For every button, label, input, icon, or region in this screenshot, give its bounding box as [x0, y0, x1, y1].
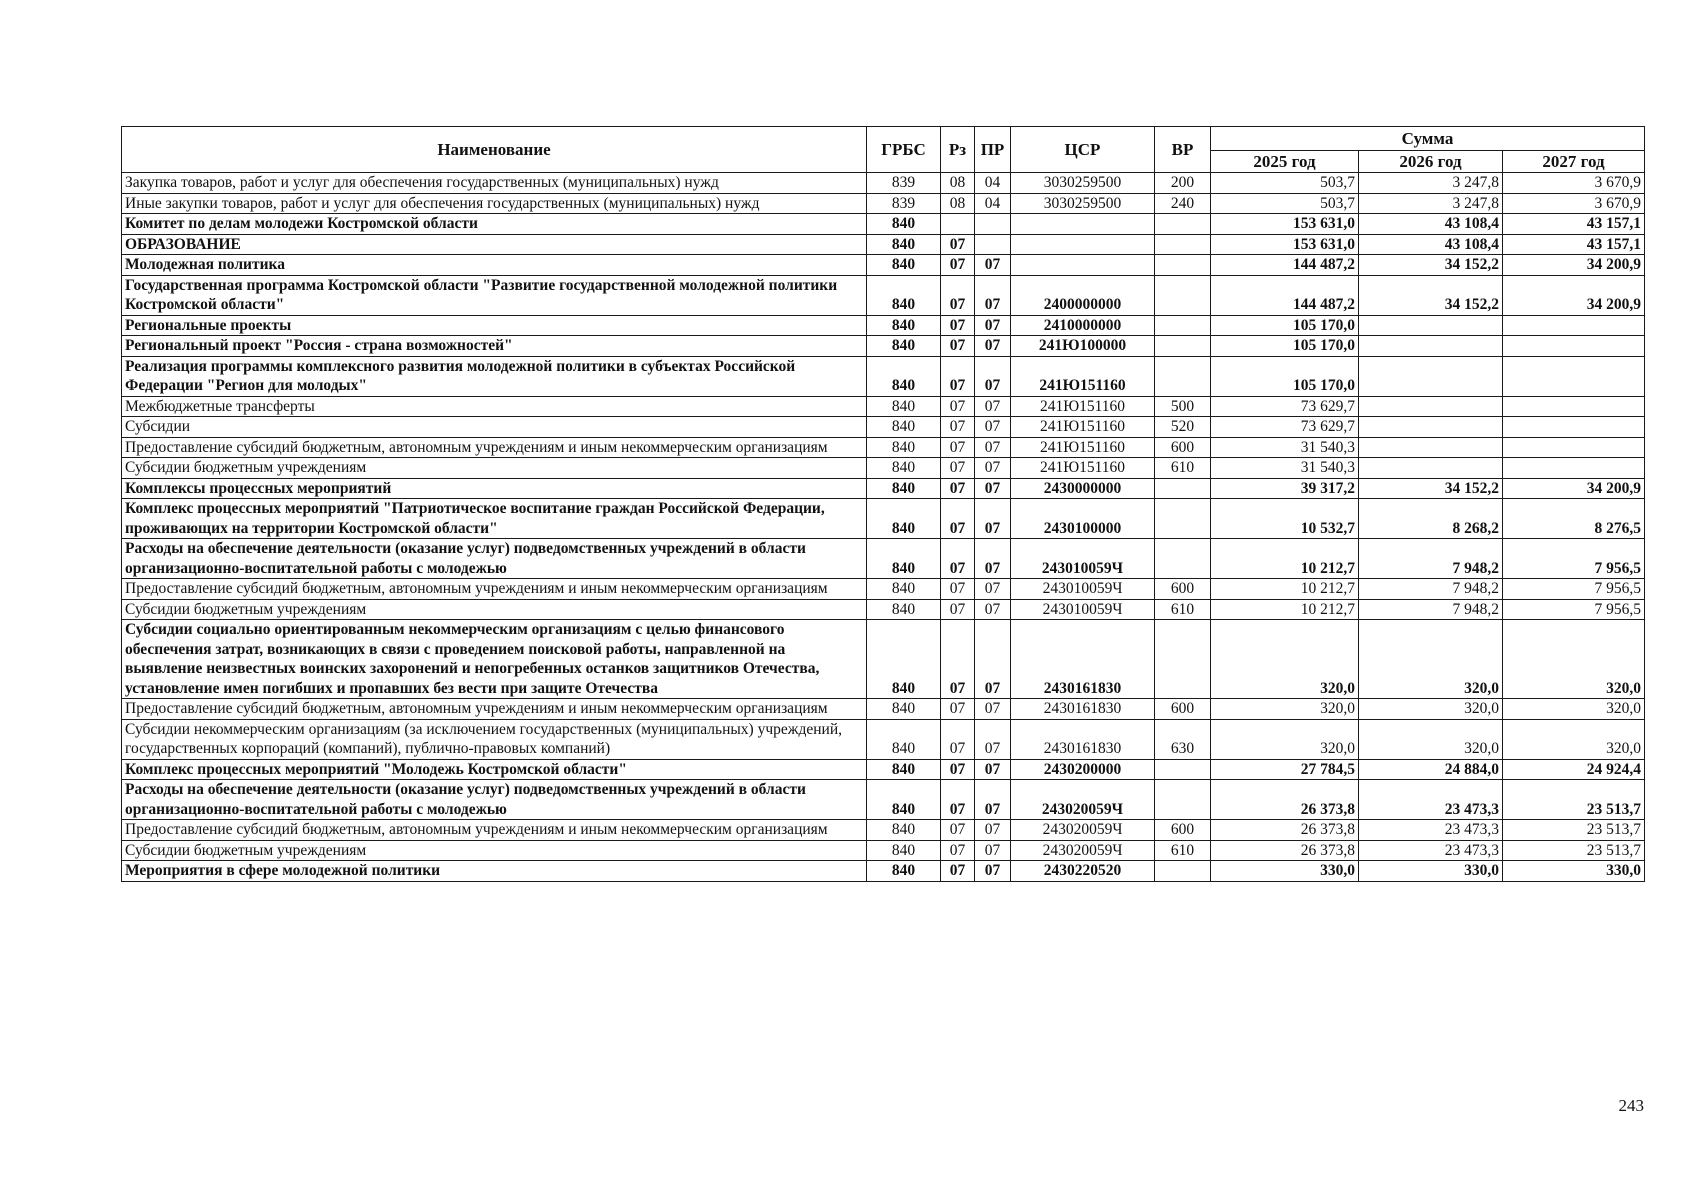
- cell-vr: 240: [1155, 193, 1211, 214]
- cell-2025: 320,0: [1211, 620, 1359, 699]
- cell-2025: 503,7: [1211, 173, 1359, 194]
- cell-2025: 27 784,5: [1211, 759, 1359, 780]
- cell-csr: 241Ю151160: [1011, 458, 1155, 479]
- cell-2026: 24 884,0: [1359, 759, 1503, 780]
- cell-name: Иные закупки товаров, работ и услуг для обеспечения государственных (муниципальных) нужд: [122, 193, 867, 214]
- cell-name: Межбюджетные трансферты: [122, 396, 867, 417]
- table-row: [122, 861, 1645, 882]
- cell-2025: 144 487,2: [1211, 255, 1359, 276]
- cell-grbs: 839: [867, 193, 941, 214]
- cell-rz: 07: [941, 820, 975, 841]
- cell-csr: 241Ю100000: [1011, 336, 1155, 357]
- cell-name: Расходы на обеспечение деятельности (оказание услуг) подведомственных учреждений в области организационно-воспитательной работы с молодежью: [122, 539, 867, 579]
- cell-pr: 07: [975, 820, 1011, 841]
- cell-2026: [1359, 336, 1503, 357]
- cell-2027: 320,0: [1503, 699, 1645, 720]
- cell-csr: 2430200000: [1011, 759, 1155, 780]
- cell-2025: 10 212,7: [1211, 599, 1359, 620]
- cell-2027: 34 200,9: [1503, 275, 1645, 315]
- cell-vr: 600: [1155, 699, 1211, 720]
- cell-name: Комитет по делам молодежи Костромской области: [122, 214, 867, 235]
- cell-grbs: 840: [867, 478, 941, 499]
- cell-vr: [1155, 336, 1211, 357]
- cell-2026: 330,0: [1359, 861, 1503, 882]
- cell-rz: 08: [941, 193, 975, 214]
- cell-vr: [1155, 759, 1211, 780]
- cell-pr: 07: [975, 861, 1011, 882]
- cell-2027: 3 670,9: [1503, 193, 1645, 214]
- table-row: [122, 396, 1645, 417]
- cell-2026: [1359, 356, 1503, 396]
- cell-name: Предоставление субсидий бюджетным, автономным учреждениям и иным некоммерческим организациям: [122, 437, 867, 458]
- cell-csr: 2430161830: [1011, 620, 1155, 699]
- cell-2025: 503,7: [1211, 193, 1359, 214]
- cell-pr: 07: [975, 780, 1011, 820]
- cell-2027: 330,0: [1503, 861, 1645, 882]
- cell-rz: [941, 214, 975, 235]
- cell-pr: 07: [975, 579, 1011, 600]
- table-row: [122, 255, 1645, 276]
- cell-2025: 105 170,0: [1211, 356, 1359, 396]
- cell-rz: 07: [941, 458, 975, 479]
- cell-2027: [1503, 417, 1645, 438]
- table-row: [122, 315, 1645, 336]
- cell-2027: [1503, 458, 1645, 479]
- cell-2025: 320,0: [1211, 719, 1359, 759]
- cell-rz: 07: [941, 699, 975, 720]
- cell-grbs: 840: [867, 719, 941, 759]
- cell-grbs: 840: [867, 599, 941, 620]
- cell-2026: 7 948,2: [1359, 599, 1503, 620]
- cell-csr: 241Ю151160: [1011, 417, 1155, 438]
- cell-rz: 08: [941, 173, 975, 194]
- cell-2026: 7 948,2: [1359, 579, 1503, 600]
- cell-rz: 07: [941, 579, 975, 600]
- cell-vr: [1155, 315, 1211, 336]
- cell-2027: 24 924,4: [1503, 759, 1645, 780]
- cell-rz: 07: [941, 315, 975, 336]
- cell-rz: 07: [941, 840, 975, 861]
- cell-2026: 23 473,3: [1359, 820, 1503, 841]
- cell-vr: 500: [1155, 396, 1211, 417]
- cell-2025: 73 629,7: [1211, 396, 1359, 417]
- table-row: [122, 820, 1645, 841]
- cell-grbs: 840: [867, 759, 941, 780]
- cell-2025: 153 631,0: [1211, 234, 1359, 255]
- cell-csr: 2430161830: [1011, 699, 1155, 720]
- cell-2026: 23 473,3: [1359, 840, 1503, 861]
- cell-pr: 07: [975, 437, 1011, 458]
- cell-vr: 600: [1155, 820, 1211, 841]
- cell-pr: 07: [975, 396, 1011, 417]
- cell-pr: 07: [975, 458, 1011, 479]
- table-row: [122, 780, 1645, 820]
- cell-rz: 07: [941, 780, 975, 820]
- cell-name: ОБРАЗОВАНИЕ: [122, 234, 867, 255]
- cell-pr: 07: [975, 315, 1011, 336]
- cell-pr: 07: [975, 719, 1011, 759]
- cell-pr: 07: [975, 599, 1011, 620]
- cell-vr: 610: [1155, 840, 1211, 861]
- cell-2027: [1503, 315, 1645, 336]
- cell-rz: 07: [941, 478, 975, 499]
- cell-pr: 07: [975, 840, 1011, 861]
- cell-csr: 2430000000: [1011, 478, 1155, 499]
- table-row: [122, 579, 1645, 600]
- table-row: [122, 719, 1645, 759]
- cell-rz: 07: [941, 336, 975, 357]
- cell-name: Субсидии: [122, 417, 867, 438]
- cell-2027: 43 157,1: [1503, 234, 1645, 255]
- cell-pr: 07: [975, 620, 1011, 699]
- cell-rz: 07: [941, 437, 975, 458]
- cell-pr: 07: [975, 759, 1011, 780]
- page-number: 243: [1618, 1096, 1644, 1115]
- cell-csr: 2430100000: [1011, 499, 1155, 539]
- cell-vr: [1155, 780, 1211, 820]
- cell-grbs: 840: [867, 275, 941, 315]
- table-row: [122, 759, 1645, 780]
- cell-2025: 31 540,3: [1211, 437, 1359, 458]
- table-row: [122, 193, 1645, 214]
- cell-vr: 520: [1155, 417, 1211, 438]
- cell-rz: 07: [941, 539, 975, 579]
- cell-csr: 241Ю151160: [1011, 437, 1155, 458]
- table-row: [122, 356, 1645, 396]
- cell-2026: 34 152,2: [1359, 255, 1503, 276]
- cell-2025: 330,0: [1211, 861, 1359, 882]
- cell-grbs: 840: [867, 336, 941, 357]
- cell-rz: 07: [941, 759, 975, 780]
- cell-rz: 07: [941, 255, 975, 276]
- cell-csr: 3030259500: [1011, 173, 1155, 194]
- cell-2025: 73 629,7: [1211, 417, 1359, 438]
- cell-2026: 320,0: [1359, 620, 1503, 699]
- table-row: [122, 499, 1645, 539]
- table-row: [122, 173, 1645, 194]
- cell-2027: 7 956,5: [1503, 599, 1645, 620]
- cell-name: Закупка товаров, работ и услуг для обеспечения государственных (муниципальных) нужд: [122, 173, 867, 194]
- cell-grbs: 840: [867, 579, 941, 600]
- header-rz: Рз: [941, 127, 975, 173]
- cell-2026: [1359, 315, 1503, 336]
- header-vr: ВР: [1155, 127, 1211, 173]
- cell-grbs: 840: [867, 620, 941, 699]
- cell-vr: 600: [1155, 579, 1211, 600]
- cell-name: Мероприятия в сфере молодежной политики: [122, 861, 867, 882]
- cell-csr: 2410000000: [1011, 315, 1155, 336]
- cell-grbs: 840: [867, 458, 941, 479]
- cell-grbs: 840: [867, 356, 941, 396]
- cell-name: Реализация программы комплексного развития молодежной политики в субъектах Российской Федерации "Регион для молодых": [122, 356, 867, 396]
- cell-rz: 07: [941, 417, 975, 438]
- table-row: [122, 539, 1645, 579]
- cell-2025: 39 317,2: [1211, 478, 1359, 499]
- cell-2025: 10 532,7: [1211, 499, 1359, 539]
- cell-vr: 610: [1155, 458, 1211, 479]
- cell-vr: 600: [1155, 437, 1211, 458]
- cell-2027: 8 276,5: [1503, 499, 1645, 539]
- cell-vr: [1155, 499, 1211, 539]
- table-row: [122, 417, 1645, 438]
- table-row: [122, 275, 1645, 315]
- cell-2026: 320,0: [1359, 719, 1503, 759]
- cell-2026: 34 152,2: [1359, 478, 1503, 499]
- cell-csr: 2430161830: [1011, 719, 1155, 759]
- cell-2027: 23 513,7: [1503, 780, 1645, 820]
- cell-pr: 07: [975, 336, 1011, 357]
- cell-grbs: 839: [867, 173, 941, 194]
- cell-name: Субсидии бюджетным учреждениям: [122, 458, 867, 479]
- cell-grbs: 840: [867, 417, 941, 438]
- budget-document: [121, 126, 1644, 882]
- cell-2026: 3 247,8: [1359, 173, 1503, 194]
- cell-name: Молодежная политика: [122, 255, 867, 276]
- cell-2027: 7 956,5: [1503, 579, 1645, 600]
- cell-pr: 07: [975, 699, 1011, 720]
- table-row: [122, 620, 1645, 699]
- cell-2025: 26 373,8: [1211, 780, 1359, 820]
- cell-vr: [1155, 861, 1211, 882]
- header-csr: ЦСР: [1011, 127, 1155, 173]
- cell-2027: 23 513,7: [1503, 840, 1645, 861]
- cell-grbs: 840: [867, 396, 941, 417]
- cell-csr: [1011, 234, 1155, 255]
- cell-2027: 34 200,9: [1503, 255, 1645, 276]
- cell-csr: 243020059Ч: [1011, 780, 1155, 820]
- cell-csr: 243010059Ч: [1011, 599, 1155, 620]
- cell-2027: 320,0: [1503, 620, 1645, 699]
- cell-grbs: 840: [867, 820, 941, 841]
- cell-vr: [1155, 539, 1211, 579]
- budget-table: [121, 126, 1645, 882]
- cell-grbs: 840: [867, 861, 941, 882]
- cell-2025: 105 170,0: [1211, 315, 1359, 336]
- cell-pr: 07: [975, 255, 1011, 276]
- cell-grbs: 840: [867, 214, 941, 235]
- cell-2026: 43 108,4: [1359, 234, 1503, 255]
- table-row: [122, 840, 1645, 861]
- cell-name: Субсидии социально ориентированным некоммерческим организациям с целью финансового обеспечения затрат, возникающих в связи с проведением поисковой работы, направленной на выявление неизвестных воинских захоронений и непогребенных останков защитников Отечества, установление имен погибших и пропавших без вести при защите Отечества: [122, 620, 867, 699]
- cell-grbs: 840: [867, 699, 941, 720]
- cell-name: Субсидии некоммерческим организациям (за исключением государственных (муниципальных) учреждений, государственных корпораций (компаний), публично-правовых компаний): [122, 719, 867, 759]
- header-grbs: ГРБС: [867, 127, 941, 173]
- cell-vr: [1155, 214, 1211, 235]
- table-row: [122, 437, 1645, 458]
- cell-rz: 07: [941, 620, 975, 699]
- cell-grbs: 840: [867, 255, 941, 276]
- cell-csr: 243010059Ч: [1011, 579, 1155, 600]
- table-row: [122, 336, 1645, 357]
- cell-2026: [1359, 417, 1503, 438]
- cell-name: Комплексы процессных мероприятий: [122, 478, 867, 499]
- table-row: [122, 214, 1645, 235]
- cell-2025: 26 373,8: [1211, 820, 1359, 841]
- cell-2025: 10 212,7: [1211, 579, 1359, 600]
- cell-pr: 04: [975, 193, 1011, 214]
- table-row: [122, 458, 1645, 479]
- cell-name: Региональный проект "Россия - страна возможностей": [122, 336, 867, 357]
- cell-pr: 07: [975, 275, 1011, 315]
- cell-rz: 07: [941, 275, 975, 315]
- cell-name: Расходы на обеспечение деятельности (оказание услуг) подведомственных учреждений в области организационно-воспитательной работы с молодежью: [122, 780, 867, 820]
- cell-csr: 243020059Ч: [1011, 820, 1155, 841]
- cell-vr: [1155, 478, 1211, 499]
- cell-name: Комплекс процессных мероприятий "Патриотическое воспитание граждан Российской Федерации, проживающих на территории Костромской области": [122, 499, 867, 539]
- cell-csr: 243010059Ч: [1011, 539, 1155, 579]
- cell-vr: 610: [1155, 599, 1211, 620]
- cell-2026: [1359, 437, 1503, 458]
- cell-2026: 43 108,4: [1359, 214, 1503, 235]
- cell-name: Комплекс процессных мероприятий "Молодежь Костромской области": [122, 759, 867, 780]
- cell-pr: [975, 214, 1011, 235]
- header-year-2025: 2025 год: [1211, 151, 1359, 173]
- cell-rz: 07: [941, 234, 975, 255]
- header-pr: ПР: [975, 127, 1011, 173]
- cell-2026: 320,0: [1359, 699, 1503, 720]
- cell-2027: [1503, 437, 1645, 458]
- cell-2026: 7 948,2: [1359, 539, 1503, 579]
- cell-2026: [1359, 396, 1503, 417]
- cell-2025: 10 212,7: [1211, 539, 1359, 579]
- cell-grbs: 840: [867, 840, 941, 861]
- cell-vr: [1155, 620, 1211, 699]
- cell-name: Предоставление субсидий бюджетным, автономным учреждениям и иным некоммерческим организациям: [122, 579, 867, 600]
- cell-vr: [1155, 356, 1211, 396]
- cell-2025: 320,0: [1211, 699, 1359, 720]
- cell-grbs: 840: [867, 499, 941, 539]
- cell-2027: [1503, 356, 1645, 396]
- cell-csr: 3030259500: [1011, 193, 1155, 214]
- cell-2027: [1503, 396, 1645, 417]
- cell-name: Региональные проекты: [122, 315, 867, 336]
- cell-2026: [1359, 458, 1503, 479]
- cell-2027: [1503, 336, 1645, 357]
- cell-csr: 241Ю151160: [1011, 396, 1155, 417]
- cell-vr: [1155, 275, 1211, 315]
- header-year-2027: 2027 год: [1503, 151, 1645, 173]
- header-year-2026: 2026 год: [1359, 151, 1503, 173]
- table-row: [122, 478, 1645, 499]
- cell-csr: 241Ю151160: [1011, 356, 1155, 396]
- cell-2025: 144 487,2: [1211, 275, 1359, 315]
- cell-2027: 23 513,7: [1503, 820, 1645, 841]
- cell-2026: 34 152,2: [1359, 275, 1503, 315]
- cell-csr: [1011, 214, 1155, 235]
- cell-name: Предоставление субсидий бюджетным, автономным учреждениям и иным некоммерческим организациям: [122, 699, 867, 720]
- cell-2025: 105 170,0: [1211, 336, 1359, 357]
- cell-grbs: 840: [867, 780, 941, 820]
- cell-2026: 23 473,3: [1359, 780, 1503, 820]
- cell-pr: 07: [975, 478, 1011, 499]
- cell-vr: 200: [1155, 173, 1211, 194]
- cell-2027: 320,0: [1503, 719, 1645, 759]
- cell-csr: 243020059Ч: [1011, 840, 1155, 861]
- cell-name: Субсидии бюджетным учреждениям: [122, 840, 867, 861]
- cell-vr: [1155, 234, 1211, 255]
- cell-grbs: 840: [867, 539, 941, 579]
- cell-2027: 3 670,9: [1503, 173, 1645, 194]
- header-sum: Сумма: [1211, 127, 1645, 151]
- cell-2027: 7 956,5: [1503, 539, 1645, 579]
- cell-rz: 07: [941, 499, 975, 539]
- cell-2025: 31 540,3: [1211, 458, 1359, 479]
- cell-rz: 07: [941, 599, 975, 620]
- cell-pr: 07: [975, 356, 1011, 396]
- cell-2027: 43 157,1: [1503, 214, 1645, 235]
- table-row: [122, 234, 1645, 255]
- cell-name: Государственная программа Костромской области "Развитие государственной молодежной политики Костромской области": [122, 275, 867, 315]
- table-row: [122, 599, 1645, 620]
- table-row: [122, 699, 1645, 720]
- cell-csr: 2430220520: [1011, 861, 1155, 882]
- cell-2026: 8 268,2: [1359, 499, 1503, 539]
- cell-rz: 07: [941, 396, 975, 417]
- cell-grbs: 840: [867, 437, 941, 458]
- cell-rz: 07: [941, 356, 975, 396]
- cell-grbs: 840: [867, 315, 941, 336]
- cell-grbs: 840: [867, 234, 941, 255]
- cell-csr: 2400000000: [1011, 275, 1155, 315]
- cell-pr: 07: [975, 499, 1011, 539]
- cell-name: Предоставление субсидий бюджетным, автономным учреждениям и иным некоммерческим организациям: [122, 820, 867, 841]
- cell-2027: 34 200,9: [1503, 478, 1645, 499]
- cell-2025: 153 631,0: [1211, 214, 1359, 235]
- cell-2026: 3 247,8: [1359, 193, 1503, 214]
- cell-name: Субсидии бюджетным учреждениям: [122, 599, 867, 620]
- cell-rz: 07: [941, 719, 975, 759]
- cell-vr: [1155, 255, 1211, 276]
- table-body: [122, 173, 1645, 882]
- cell-csr: [1011, 255, 1155, 276]
- cell-pr: 07: [975, 417, 1011, 438]
- cell-pr: [975, 234, 1011, 255]
- cell-pr: 04: [975, 173, 1011, 194]
- cell-vr: 630: [1155, 719, 1211, 759]
- cell-2025: 26 373,8: [1211, 840, 1359, 861]
- header-name: Наименование: [122, 127, 867, 173]
- cell-pr: 07: [975, 539, 1011, 579]
- cell-rz: 07: [941, 861, 975, 882]
